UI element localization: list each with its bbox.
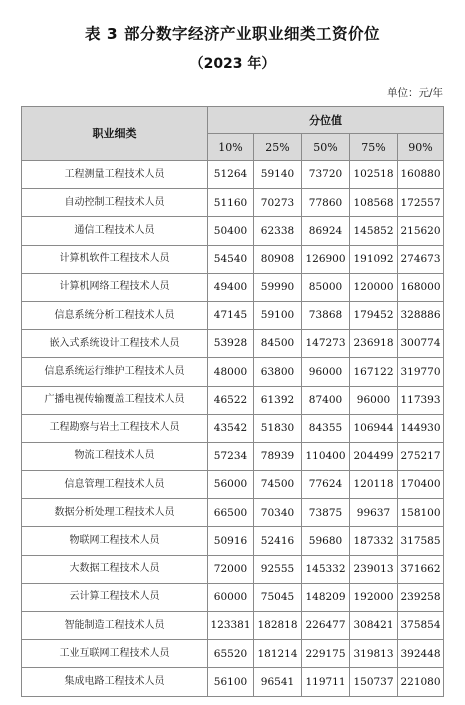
wage-value-cell: 119711 [302, 668, 350, 696]
table-row [22, 668, 444, 696]
wage-value-cell: 319770 [398, 358, 444, 386]
wage-value-cell: 56100 [208, 668, 254, 696]
table-header [22, 107, 444, 161]
wage-value-cell: 191092 [350, 245, 398, 273]
wage-value-cell: 96541 [254, 668, 302, 696]
occupation-cell: 嵌入式系统设计工程技术人员 [22, 330, 208, 358]
wage-value-cell: 66500 [208, 499, 254, 527]
wage-value-cell: 43542 [208, 414, 254, 442]
wage-value-cell: 51264 [208, 161, 254, 189]
wage-value-cell: 78939 [254, 442, 302, 470]
wage-value-cell: 236918 [350, 330, 398, 358]
wage-value-cell: 92555 [254, 555, 302, 583]
wage-value-cell: 46522 [208, 386, 254, 414]
wage-table [21, 106, 444, 697]
wage-value-cell: 123381 [208, 612, 254, 640]
table-row [22, 471, 444, 499]
wage-value-cell: 96000 [350, 386, 398, 414]
wage-value-cell: 117393 [398, 386, 444, 414]
table-row [22, 358, 444, 386]
occupation-cell: 云计算工程技术人员 [22, 583, 208, 611]
wage-value-cell: 308421 [350, 612, 398, 640]
occupation-cell: 工程测量工程技术人员 [22, 161, 208, 189]
wage-value-cell: 192000 [350, 583, 398, 611]
header-percentile: 25% [254, 134, 302, 161]
wage-value-cell: 167122 [350, 358, 398, 386]
table-row [22, 161, 444, 189]
wage-value-cell: 229175 [302, 640, 350, 668]
wage-value-cell: 181214 [254, 640, 302, 668]
wage-value-cell: 59100 [254, 301, 302, 329]
table-row [22, 612, 444, 640]
wage-value-cell: 96000 [302, 358, 350, 386]
occupation-cell: 大数据工程技术人员 [22, 555, 208, 583]
occupation-cell: 自动控制工程技术人员 [22, 189, 208, 217]
wage-value-cell: 392448 [398, 640, 444, 668]
wage-value-cell: 80908 [254, 245, 302, 273]
occupation-cell: 物流工程技术人员 [22, 442, 208, 470]
occupation-cell: 信息系统运行维护工程技术人员 [22, 358, 208, 386]
wage-value-cell: 144930 [398, 414, 444, 442]
wage-value-cell: 145852 [350, 217, 398, 245]
header-percentile: 75% [350, 134, 398, 161]
wage-value-cell: 160880 [398, 161, 444, 189]
wage-value-cell: 48000 [208, 358, 254, 386]
wage-value-cell: 59140 [254, 161, 302, 189]
table-row [22, 414, 444, 442]
wage-value-cell: 239013 [350, 555, 398, 583]
wage-value-cell: 274673 [398, 245, 444, 273]
wage-value-cell: 77624 [302, 471, 350, 499]
wage-value-cell: 73875 [302, 499, 350, 527]
header-percentile-group: 分位值 [208, 107, 444, 134]
wage-value-cell: 179452 [350, 301, 398, 329]
wage-value-cell: 52416 [254, 527, 302, 555]
wage-value-cell: 182818 [254, 612, 302, 640]
wage-value-cell: 84500 [254, 330, 302, 358]
wage-value-cell: 62338 [254, 217, 302, 245]
wage-value-cell: 57234 [208, 442, 254, 470]
occupation-cell: 集成电路工程技术人员 [22, 668, 208, 696]
wage-value-cell: 170400 [398, 471, 444, 499]
header-occupation: 职业细类 [22, 107, 208, 161]
wage-value-cell: 239258 [398, 583, 444, 611]
wage-value-cell: 108568 [350, 189, 398, 217]
wage-value-cell: 158100 [398, 499, 444, 527]
table-body [22, 161, 444, 697]
wage-value-cell: 63800 [254, 358, 302, 386]
table-row [22, 640, 444, 668]
wage-value-cell: 86924 [302, 217, 350, 245]
table-row [22, 499, 444, 527]
wage-value-cell: 99637 [350, 499, 398, 527]
wage-value-cell: 150737 [350, 668, 398, 696]
wage-value-cell: 59990 [254, 273, 302, 301]
wage-value-cell: 54540 [208, 245, 254, 273]
wage-value-cell: 51160 [208, 189, 254, 217]
wage-value-cell: 49400 [208, 273, 254, 301]
header-percentile: 50% [302, 134, 350, 161]
wage-value-cell: 72000 [208, 555, 254, 583]
table-row [22, 583, 444, 611]
wage-value-cell: 61392 [254, 386, 302, 414]
table-row [22, 442, 444, 470]
wage-value-cell: 70340 [254, 499, 302, 527]
occupation-cell: 通信工程技术人员 [22, 217, 208, 245]
wage-value-cell: 47145 [208, 301, 254, 329]
wage-value-cell: 60000 [208, 583, 254, 611]
wage-value-cell: 77860 [302, 189, 350, 217]
wage-value-cell: 51830 [254, 414, 302, 442]
occupation-cell: 广播电视传输覆盖工程技术人员 [22, 386, 208, 414]
wage-value-cell: 328886 [398, 301, 444, 329]
wage-value-cell: 187332 [350, 527, 398, 555]
table-row [22, 217, 444, 245]
wage-value-cell: 145332 [302, 555, 350, 583]
wage-value-cell: 73720 [302, 161, 350, 189]
wage-value-cell: 50400 [208, 217, 254, 245]
occupation-cell: 数据分析处理工程技术人员 [22, 499, 208, 527]
wage-value-cell: 74500 [254, 471, 302, 499]
table-row [22, 330, 444, 358]
wage-value-cell: 87400 [302, 386, 350, 414]
table-row [22, 527, 444, 555]
wage-value-cell: 275217 [398, 442, 444, 470]
wage-value-cell: 215620 [398, 217, 444, 245]
wage-value-cell: 50916 [208, 527, 254, 555]
table-row [22, 386, 444, 414]
wage-value-cell: 65520 [208, 640, 254, 668]
wage-value-cell: 371662 [398, 555, 444, 583]
wage-value-cell: 300774 [398, 330, 444, 358]
wage-value-cell: 204499 [350, 442, 398, 470]
wage-value-cell: 147273 [302, 330, 350, 358]
occupation-cell: 工程勘察与岩土工程技术人员 [22, 414, 208, 442]
table-title: 表 3 部分数字经济产业职业细类工资价位 [84, 25, 381, 43]
wage-value-cell: 172557 [398, 189, 444, 217]
table-row [22, 245, 444, 273]
wage-value-cell: 102518 [350, 161, 398, 189]
table-row [22, 301, 444, 329]
wage-value-cell: 120000 [350, 273, 398, 301]
header-percentile: 90% [398, 134, 444, 161]
occupation-cell: 信息管理工程技术人员 [22, 471, 208, 499]
wage-value-cell: 375854 [398, 612, 444, 640]
table-subtitle-year: （2023 年） [189, 56, 276, 72]
wage-value-cell: 126900 [302, 245, 350, 273]
occupation-cell: 工业互联网工程技术人员 [22, 640, 208, 668]
wage-value-cell: 59680 [302, 527, 350, 555]
wage-value-cell: 73868 [302, 301, 350, 329]
wage-value-cell: 56000 [208, 471, 254, 499]
wage-value-cell: 75045 [254, 583, 302, 611]
header-percentile: 10% [208, 134, 254, 161]
wage-value-cell: 110400 [302, 442, 350, 470]
wage-value-cell: 226477 [302, 612, 350, 640]
occupation-cell: 信息系统分析工程技术人员 [22, 301, 208, 329]
occupation-cell: 计算机网络工程技术人员 [22, 273, 208, 301]
wage-value-cell: 319813 [350, 640, 398, 668]
table-row [22, 555, 444, 583]
table-row [22, 273, 444, 301]
wage-value-cell: 70273 [254, 189, 302, 217]
wage-value-cell: 148209 [302, 583, 350, 611]
unit-label: 单位：元/年 [386, 87, 443, 99]
wage-value-cell: 221080 [398, 668, 444, 696]
occupation-cell: 物联网工程技术人员 [22, 527, 208, 555]
wage-value-cell: 53928 [208, 330, 254, 358]
table-row [22, 189, 444, 217]
occupation-cell: 智能制造工程技术人员 [22, 612, 208, 640]
wage-value-cell: 85000 [302, 273, 350, 301]
wage-value-cell: 120118 [350, 471, 398, 499]
occupation-cell: 计算机软件工程技术人员 [22, 245, 208, 273]
wage-value-cell: 84355 [302, 414, 350, 442]
wage-value-cell: 168000 [398, 273, 444, 301]
wage-value-cell: 317585 [398, 527, 444, 555]
wage-value-cell: 106944 [350, 414, 398, 442]
